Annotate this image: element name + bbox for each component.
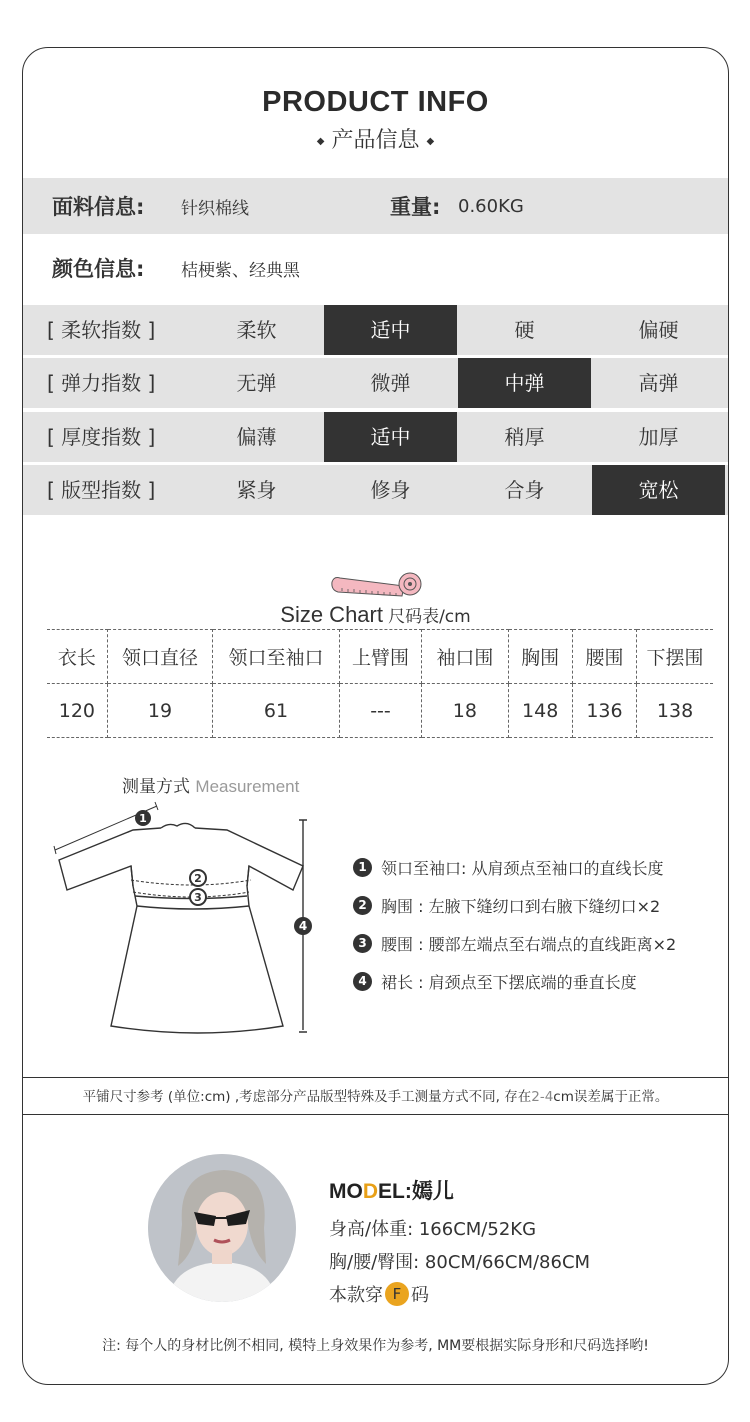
note-number-icon: 3 bbox=[353, 934, 372, 953]
index-option: 微弹 bbox=[370, 371, 411, 395]
size-value-cell: 19 bbox=[107, 684, 212, 738]
svg-text:4: 4 bbox=[298, 919, 308, 933]
size-value-cell: 61 bbox=[213, 684, 340, 738]
size-value-cell: 148 bbox=[508, 684, 572, 738]
model-info bbox=[329, 1175, 590, 1312]
index-option: 柔软 bbox=[236, 318, 277, 342]
note-number-icon: 4 bbox=[353, 972, 372, 991]
fabric-row bbox=[23, 178, 728, 234]
size-header-cell: 下摆围 bbox=[637, 630, 713, 684]
size-chart-title: Size Chart bbox=[280, 602, 383, 627]
index-name: [ 厚度指数 ] bbox=[47, 425, 156, 449]
disclaimer: 平铺尺寸参考 (单位:cm) ,考虑部分产品版型特殊及手工测量方式不同, 存在2-4cm误差属于正常。 bbox=[82, 1089, 669, 1105]
index-option-selected: 适中 bbox=[324, 412, 457, 462]
weight-label: 重量: bbox=[390, 195, 441, 219]
measurement-note bbox=[353, 962, 676, 1000]
color-label: 颜色信息: bbox=[52, 257, 145, 281]
measurement-note bbox=[353, 848, 676, 886]
measuring-tape-icon bbox=[328, 572, 424, 600]
size-value-cell: 120 bbox=[47, 684, 107, 738]
index-option-selected: 中弹 bbox=[458, 358, 591, 408]
note-number-icon: 1 bbox=[353, 858, 372, 877]
divider-bottom bbox=[23, 1114, 728, 1115]
size-header-cell: 上臂围 bbox=[339, 630, 421, 684]
dress-diagram bbox=[53, 800, 313, 1040]
index-option: 高弹 bbox=[638, 371, 679, 395]
index-option: 加厚 bbox=[638, 425, 679, 449]
size-value-cell: 18 bbox=[422, 684, 508, 738]
fabric-label: 面料信息: bbox=[52, 195, 145, 219]
size-chart-unit: 尺码表/cm bbox=[388, 607, 471, 627]
svg-text:1: 1 bbox=[139, 812, 147, 825]
model-name: MODEL:嫣儿 bbox=[329, 1180, 454, 1203]
size-value-cell: 136 bbox=[572, 684, 636, 738]
svg-text:3: 3 bbox=[194, 891, 202, 904]
index-name: [ 版型指数 ] bbox=[47, 478, 156, 502]
index-option: 稍厚 bbox=[504, 425, 545, 449]
size-table-value-row bbox=[47, 684, 713, 738]
model-size-worn: 本款穿 F 码 bbox=[329, 1279, 590, 1312]
divider-top bbox=[23, 1077, 728, 1078]
note-text: 腰围 : 腰部左端点至右端点的直线距离×2 bbox=[381, 934, 677, 954]
size-header-cell: 领口直径 bbox=[107, 630, 212, 684]
model-avatar bbox=[148, 1154, 296, 1302]
index-option: 合身 bbox=[504, 478, 545, 502]
index-name: [ 柔软指数 ] bbox=[47, 318, 156, 342]
index-option: 修身 bbox=[370, 478, 411, 502]
size-badge: F bbox=[385, 1282, 409, 1306]
size-header-cell: 领口至袖口 bbox=[213, 630, 340, 684]
index-option-selected: 适中 bbox=[324, 305, 457, 355]
product-info-title: PRODUCT INFO bbox=[262, 86, 489, 118]
index-row bbox=[23, 412, 728, 462]
index-option: 偏硬 bbox=[638, 318, 679, 342]
size-header-cell: 袖口围 bbox=[422, 630, 508, 684]
index-row bbox=[23, 305, 728, 355]
index-row bbox=[23, 465, 728, 515]
product-info-subtitle: ◆ 产品信息 ◆ bbox=[316, 128, 435, 153]
index-option: 紧身 bbox=[236, 478, 277, 502]
index-row bbox=[23, 358, 728, 408]
size-chart-header bbox=[23, 572, 728, 628]
measurement-title: 测量方式 Measurement bbox=[122, 777, 300, 797]
measurement-note bbox=[353, 886, 676, 924]
note-text: 领口至袖口: 从肩颈点至袖口的直线长度 bbox=[381, 858, 664, 878]
measurement-note bbox=[353, 924, 676, 962]
index-name: [ 弹力指数 ] bbox=[47, 371, 156, 395]
size-value-cell: 138 bbox=[637, 684, 713, 738]
color-value: 桔梗紫、经典黑 bbox=[181, 260, 300, 281]
note-text: 胸围 : 左腋下缝纫口到右腋下缝纫口×2 bbox=[381, 896, 661, 916]
size-table-header-row bbox=[47, 630, 713, 684]
note-number-icon: 2 bbox=[353, 896, 372, 915]
size-header-cell: 衣长 bbox=[47, 630, 107, 684]
weight-value: 0.60KG bbox=[458, 195, 524, 217]
size-table bbox=[47, 629, 713, 738]
size-header-cell: 胸围 bbox=[508, 630, 572, 684]
diagram-markers bbox=[135, 810, 312, 935]
index-option: 偏薄 bbox=[236, 425, 277, 449]
model-height-weight: 身高/体重: 166CM/52KG bbox=[329, 1219, 537, 1240]
diamond-icon: ◆ bbox=[316, 136, 325, 147]
size-header-cell: 腰围 bbox=[572, 630, 636, 684]
index-option: 无弹 bbox=[236, 371, 277, 395]
dress-collar bbox=[161, 823, 195, 828]
size-value-cell: --- bbox=[339, 684, 421, 738]
svg-text:2: 2 bbox=[194, 872, 202, 885]
index-option: 硬 bbox=[514, 318, 535, 342]
product-info-card bbox=[22, 47, 729, 1385]
fabric-value: 针织棉线 bbox=[181, 198, 249, 219]
model-measurements: 胸/腰/臀围: 80CM/66CM/86CM bbox=[329, 1252, 591, 1273]
diamond-icon: ◆ bbox=[426, 136, 435, 147]
product-info-header bbox=[23, 86, 728, 154]
index-option-selected: 宽松 bbox=[592, 465, 725, 515]
color-row bbox=[23, 240, 728, 296]
measurement-notes bbox=[353, 848, 676, 1000]
footnote: 注: 每个人的身材比例不相同, 模特上身效果作为参考, MM要根据实际身形和尺码选择哟! bbox=[102, 1338, 649, 1354]
note-text: 裙长 : 肩颈点至下摆底端的垂直长度 bbox=[381, 972, 637, 992]
